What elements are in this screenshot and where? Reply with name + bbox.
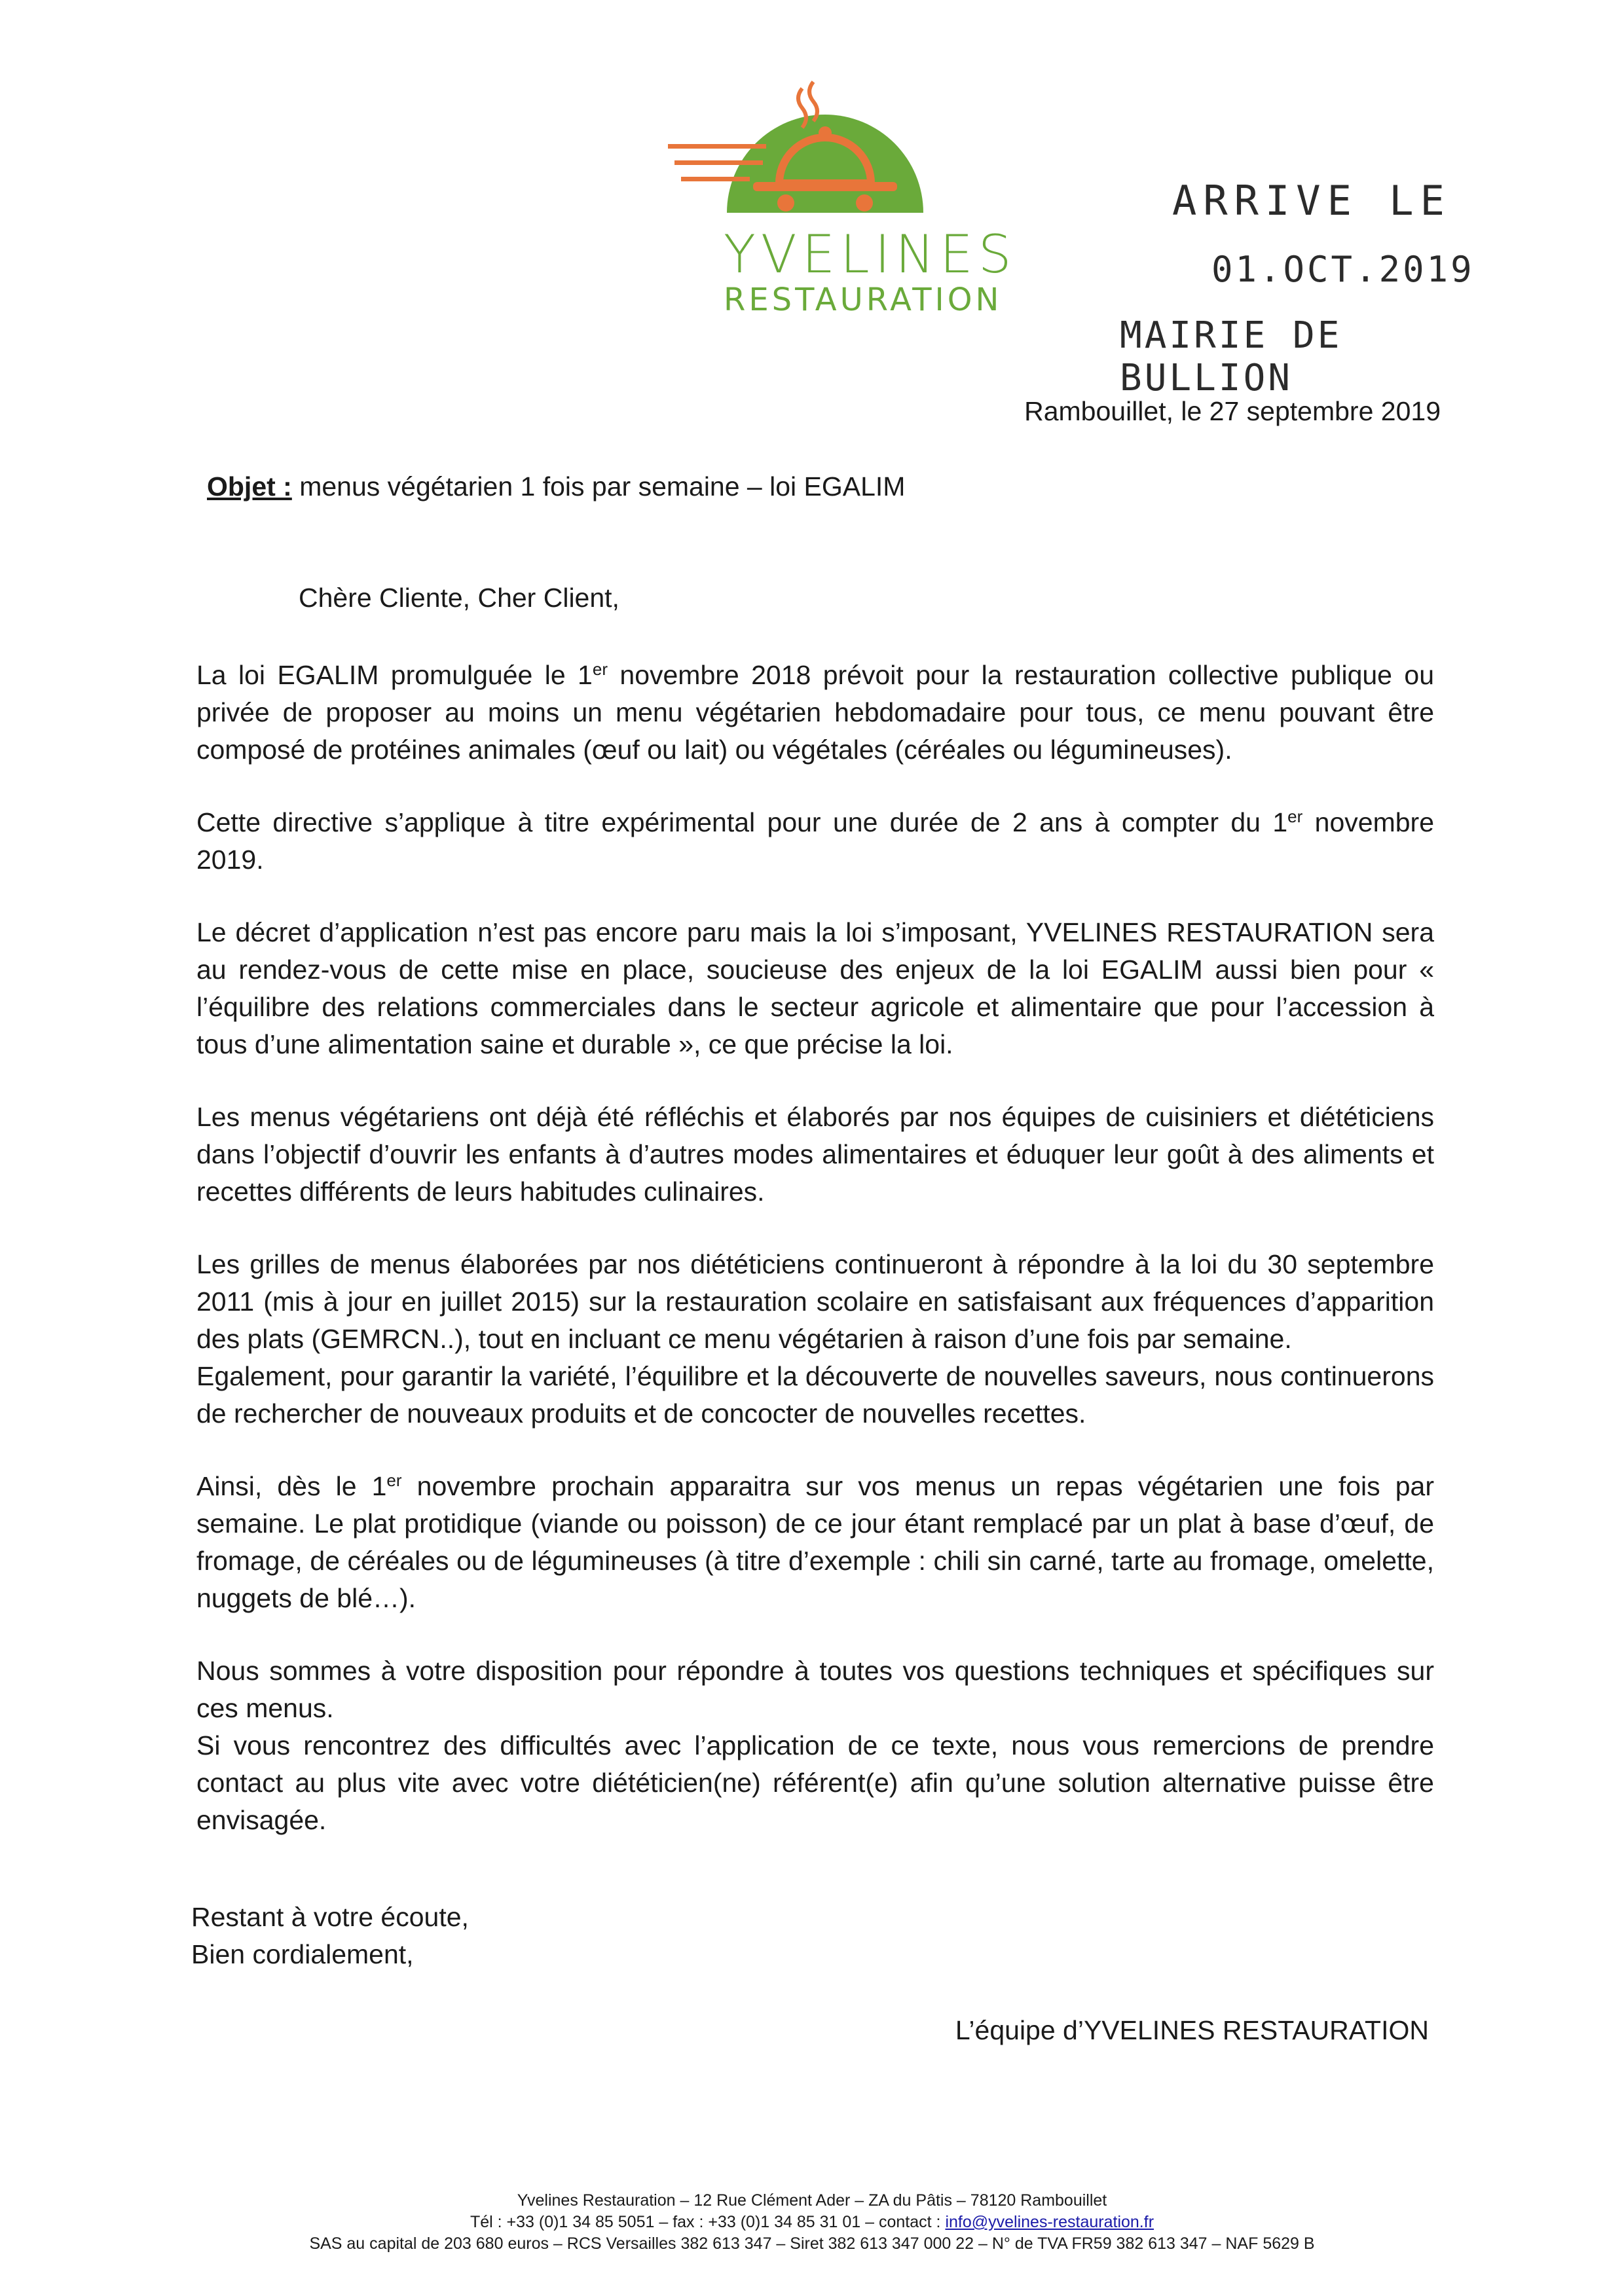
salutation: Chère Cliente, Cher Client, bbox=[299, 583, 619, 613]
closing-line-2: Bien cordialement, bbox=[191, 1939, 414, 1969]
paragraph-8: Nous sommes à votre disposition pour répondre à toutes vos questions techniques et spécifiques sur ces menus. bbox=[196, 1656, 1434, 1723]
paragraph-2: Cette directive s’applique à titre expérimental pour une durée de 2 ans à compter du 1er novembre 2019. bbox=[196, 807, 1435, 875]
letter-body bbox=[196, 657, 1434, 1874]
paragraph-5: Les grilles de menus élaborées par nos diététiciens continueront à répondre à la loi du 30 septembre 2011 (mis à jour en juillet 2015) sur la restauration scolaire en satisfaisant aux fréquences d’apparition des plats (GEMRCN..), tout en incluant ce menu végétarien à raison d’une fois par semaine. bbox=[196, 1249, 1434, 1354]
cloche-cart-icon bbox=[668, 72, 982, 229]
paragraph-9: Si vous rencontrez des difficultés avec l’application de ce texte, nous vous remercions de prendre contact au plus vite avec votre diététicien(ne) référent(e) afin qu’une solution alternative puisse être envisagée. bbox=[196, 1730, 1434, 1835]
subject-line bbox=[207, 471, 905, 502]
logo-name: YVELINES bbox=[724, 224, 1017, 285]
stamp-mairie: MAIRIE DE BULLION bbox=[1120, 314, 1342, 399]
footer-address: Yvelines Restauration – 12 Rue Clément Ader – ZA du Pâtis – 78120 Rambouillet bbox=[517, 2191, 1107, 2210]
reception-stamp bbox=[1087, 177, 1506, 399]
closing bbox=[191, 1899, 469, 1973]
subject-text: menus végétarien 1 fois par semaine – loi EGALIM bbox=[291, 471, 906, 501]
paragraph-1: La loi EGALIM promulguée le 1er novembre 2018 prévoit pour la restauration collective publique ou privée de proposer au moins un menu végétarien hebdomadaire pour tous, ce menu pouvant être composé de protéines animales (œuf ou lait) ou végétales (céréales ou légumineuses). bbox=[196, 659, 1434, 765]
signature: L’équipe d’YVELINES RESTAURATION bbox=[955, 2015, 1429, 2045]
paragraph-7: Ainsi, dès le 1er novembre prochain apparaitra sur vos menus un repas végétarien une fois par semaine. Le plat protidique (viande ou poisson) de ce jour étant remplacé par un plat à base d’œuf, de fromage, de céréales ou de légumineuses (à titre d’exemple : chili sin carné, tarte au fromage, omelette, nuggets de blé…). bbox=[196, 1470, 1435, 1613]
stamp-date: 01.OCT.2019 bbox=[1211, 249, 1475, 290]
paragraph-3: Le décret d’application n’est pas encore paru mais la loi s’imposant, YVELINES RESTAURATION sera au rendez-vous de cette mise en place, soucieuse des enjeux de la loi EGALIM aussi bien pour « l’équilibre des relations commerciales dans le secteur agricole et alimentaire que pour l’accession à tous d’une alimentation saine et durable », ce que précise la loi. bbox=[196, 917, 1434, 1059]
paragraph-4: Les menus végétariens ont déjà été réfléchis et élaborés par nos équipes de cuisiniers et diététiciens dans l’objectif d’ouvrir les enfants à d’autres modes alimentaires et éduquer leur goût à des aliments et recettes différents de leurs habitudes culinaires. bbox=[196, 1102, 1434, 1207]
subject-label: Objet : bbox=[207, 471, 292, 501]
footer bbox=[157, 2190, 1467, 2255]
paragraph-6: Egalement, pour garantir la variété, l’équilibre et la découverte de nouvelles saveurs, nous continuerons de rechercher de nouveaux produits et de concocter de nouvelles recettes. bbox=[196, 1361, 1434, 1429]
footer-legal: SAS au capital de 203 680 euros – RCS Versailles 382 613 347 – Siret 382 613 347 000 22 – N° de TVA FR59 382 613 347 – NAF 5629 B bbox=[309, 2234, 1315, 2253]
date-line: Rambouillet, le 27 septembre 2019 bbox=[1024, 396, 1441, 426]
footer-email-link[interactable]: info@yvelines-restauration.fr bbox=[945, 2213, 1154, 2231]
stamp-arrival-label: ARRIVE LE bbox=[1172, 177, 1451, 225]
logo-subtitle: RESTAURATION bbox=[724, 282, 1003, 318]
company-logo bbox=[668, 72, 1017, 334]
closing-line-1: Restant à votre écoute, bbox=[191, 1902, 469, 1932]
footer-contact: Tél : +33 (0)1 34 85 5051 – fax : +33 (0)1 34 85 31 01 – contact : info@yvelines-restauration.fr bbox=[470, 2213, 1154, 2231]
